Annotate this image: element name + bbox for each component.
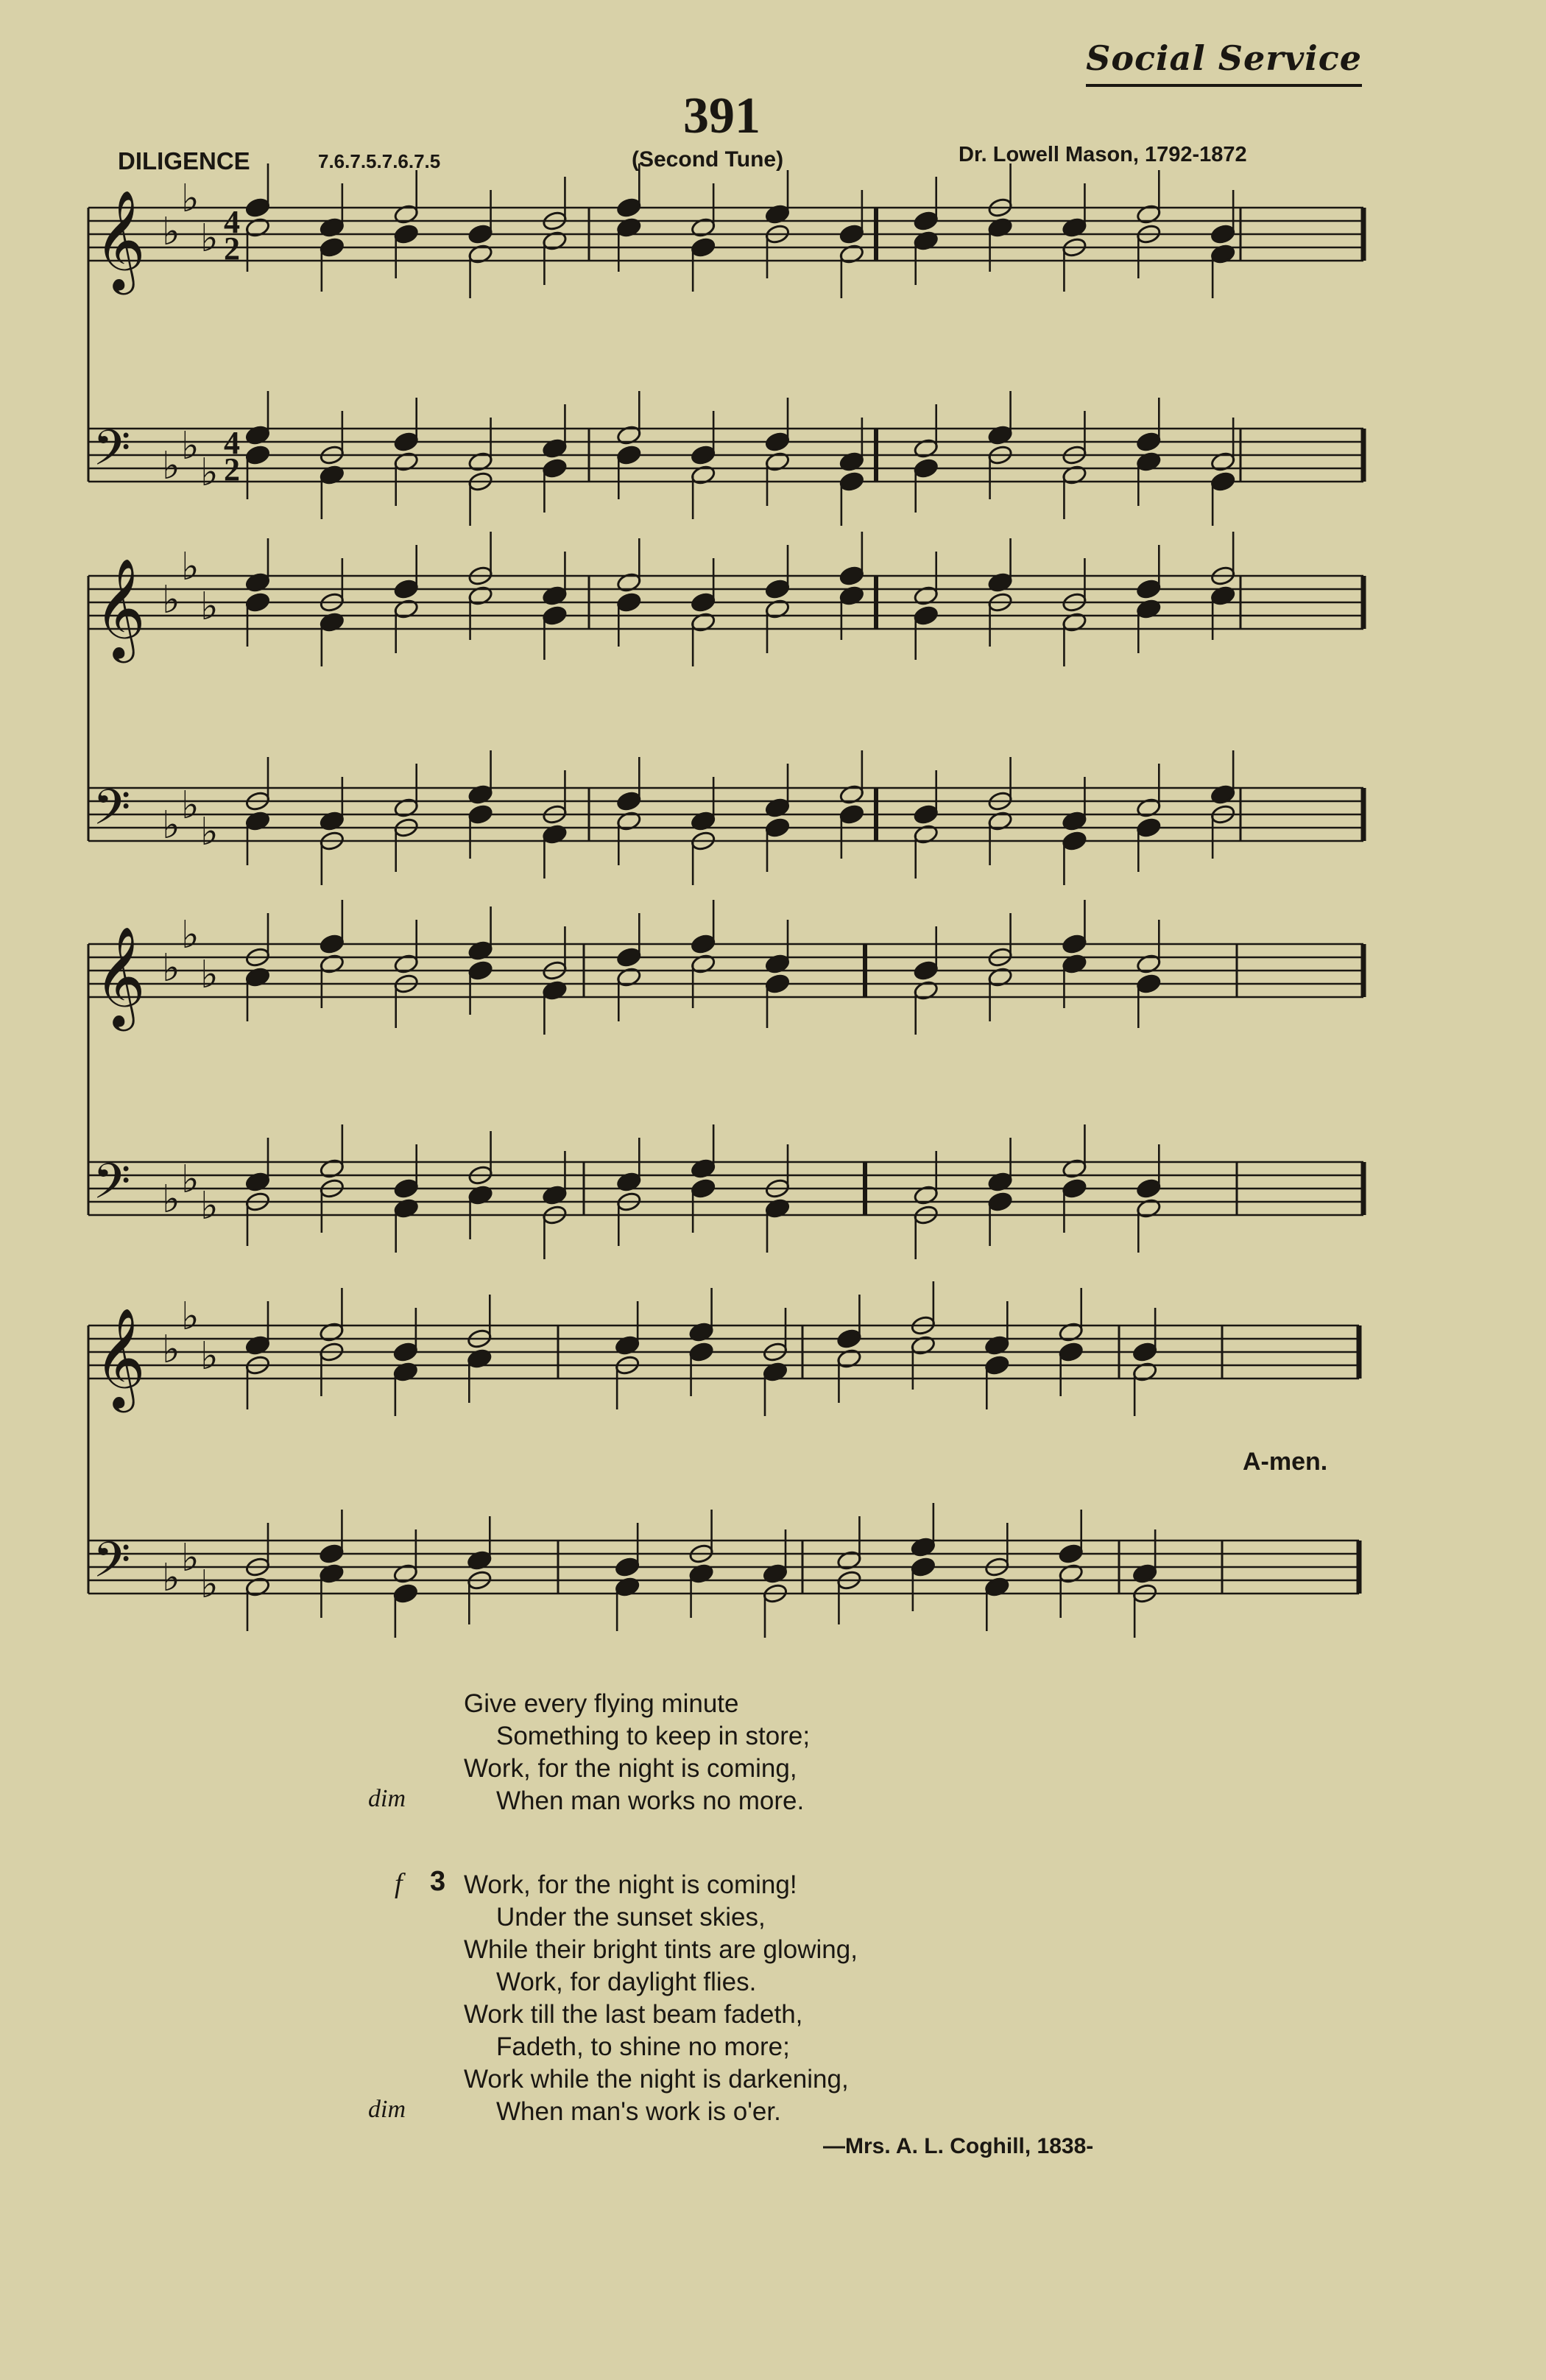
- note-head: [1058, 1341, 1084, 1362]
- note-head: [691, 933, 716, 954]
- section-title: Social Service: [1086, 38, 1362, 87]
- note-head: [839, 223, 864, 244]
- flat-sign: ♭: [162, 803, 180, 848]
- flat-sign: ♭: [162, 210, 180, 254]
- flat-sign: ♭: [162, 1556, 180, 1600]
- dynamic-mark: f: [395, 1868, 403, 1899]
- flat-sign: ♭: [162, 946, 180, 990]
- note-head: [393, 431, 419, 452]
- time-signature-top: 4: [224, 204, 240, 240]
- note-head: [244, 197, 270, 218]
- dim-mark: dim: [368, 1785, 406, 1812]
- note-head: [616, 591, 642, 613]
- note-head: [542, 457, 568, 479]
- flat-sign: ♭: [162, 444, 180, 488]
- note-head: [913, 605, 939, 626]
- time-signature-top: 4: [224, 425, 240, 461]
- flat-sign: ♭: [200, 585, 219, 629]
- note-head: [1136, 431, 1162, 452]
- treble-clef: 𝄞: [94, 557, 146, 658]
- note-head: [836, 1328, 862, 1349]
- flat-sign: ♭: [181, 913, 200, 957]
- note-head: [319, 1543, 345, 1564]
- note-head: [244, 591, 270, 613]
- note-head: [910, 1556, 936, 1577]
- tune-note: (Second Tune): [632, 147, 784, 172]
- flat-sign: ♭: [200, 1184, 219, 1228]
- meter: 7.6.7.5.7.6.7.5: [318, 150, 441, 172]
- note-head: [1136, 1177, 1162, 1199]
- time-signature-bottom: 2: [224, 451, 240, 487]
- note-head: [1136, 817, 1162, 838]
- note-head: [1062, 830, 1087, 851]
- bass-clef: 𝄢: [93, 1153, 131, 1222]
- note-head: [764, 578, 790, 599]
- note-head: [467, 223, 493, 244]
- amen-label: A-men.: [1243, 1448, 1328, 1476]
- note-head: [691, 444, 716, 465]
- stanza-line: Give every flying minute: [464, 1689, 739, 1718]
- note-head: [1062, 933, 1087, 954]
- note-head: [392, 1341, 418, 1362]
- stanza-line: When man's work is o'er.: [496, 2097, 781, 2126]
- note-head: [1136, 973, 1162, 994]
- note-head: [839, 565, 864, 586]
- flat-sign: ♭: [162, 1177, 180, 1222]
- note-head: [244, 444, 270, 465]
- treble-clef: 𝄞: [94, 925, 146, 1027]
- treble-clef: 𝄞: [94, 189, 146, 290]
- flat-sign: ♭: [162, 1328, 180, 1372]
- note-head: [467, 960, 493, 981]
- note-head: [1136, 578, 1162, 599]
- flat-sign: ♭: [181, 784, 200, 828]
- note-head: [1062, 1177, 1087, 1199]
- flat-sign: ♭: [200, 1563, 219, 1607]
- note-head: [616, 790, 642, 811]
- bass-clef: 𝄢: [93, 420, 131, 488]
- dim-mark: dim: [368, 2096, 406, 2123]
- note-head: [764, 817, 790, 838]
- flat-sign: ♭: [181, 545, 200, 589]
- stanza-line: Work, for daylight flies.: [496, 1968, 757, 1996]
- note-head: [392, 1582, 418, 1604]
- treble-clef: 𝄞: [94, 1306, 146, 1408]
- note-head: [1210, 223, 1236, 244]
- note-head: [764, 431, 790, 452]
- note-head: [1210, 471, 1236, 492]
- note-head: [616, 946, 642, 968]
- note-head: [691, 236, 716, 258]
- note-head: [913, 457, 939, 479]
- flat-sign: ♭: [181, 177, 200, 221]
- note-head: [393, 1177, 419, 1199]
- note-head: [615, 1556, 640, 1577]
- note-head: [691, 1177, 716, 1199]
- flat-sign: ♭: [200, 1334, 219, 1379]
- note-head: [987, 1191, 1013, 1212]
- note-head: [467, 803, 493, 825]
- flat-sign: ♭: [181, 1295, 200, 1339]
- note-head: [1132, 1341, 1158, 1362]
- attribution: —Mrs. A. L. Coghill, 1838-: [823, 2134, 1094, 2158]
- note-head: [984, 1354, 1010, 1376]
- note-head: [913, 210, 939, 231]
- note-head: [616, 444, 642, 465]
- stanza-3: [464, 1869, 858, 2128]
- composer: Dr. Lowell Mason, 1792-1872: [959, 143, 1247, 166]
- stanza-line: When man works no more.: [496, 1786, 805, 1815]
- flat-sign: ♭: [162, 578, 180, 622]
- stanza-end: [464, 1688, 810, 1817]
- note-head: [691, 591, 716, 613]
- stanza-line: Something to keep in store;: [496, 1722, 811, 1750]
- note-head: [393, 223, 419, 244]
- stanza-number: 3: [430, 1866, 446, 1897]
- note-head: [764, 973, 790, 994]
- note-head: [393, 578, 419, 599]
- note-head: [616, 197, 642, 218]
- stanza-line: Fadeth, to shine no more;: [496, 2032, 790, 2061]
- flat-sign: ♭: [200, 451, 219, 495]
- stanza-line: Work while the night is darkening,: [464, 2065, 849, 2094]
- note-head: [913, 803, 939, 825]
- flat-sign: ♭: [200, 216, 219, 261]
- flat-sign: ♭: [181, 424, 200, 468]
- note-head: [542, 605, 568, 626]
- note-head: [319, 933, 345, 954]
- stanza-line: While their bright tints are glowing,: [464, 1935, 858, 1964]
- hymn-number: 391: [683, 88, 760, 144]
- stanza-line: Under the sunset skies,: [496, 1903, 766, 1932]
- note-head: [688, 1341, 714, 1362]
- note-head: [319, 236, 345, 258]
- tune-name: DILIGENCE: [118, 147, 250, 175]
- bass-clef: 𝄢: [93, 779, 131, 848]
- flat-sign: ♭: [181, 1536, 200, 1580]
- stanza-line: Work, for the night is coming,: [464, 1754, 797, 1783]
- stanza-line: Work, for the night is coming!: [464, 1870, 797, 1899]
- time-signature-bottom: 2: [224, 230, 240, 267]
- flat-sign: ♭: [200, 810, 219, 854]
- stanza-line: Work till the last beam fadeth,: [464, 2000, 803, 2029]
- bass-clef: 𝄢: [93, 1532, 131, 1600]
- note-head: [839, 471, 864, 492]
- note-head: [839, 803, 864, 825]
- flat-sign: ♭: [181, 1158, 200, 1202]
- note-head: [913, 960, 939, 981]
- flat-sign: ♭: [200, 953, 219, 997]
- note-head: [1058, 1543, 1084, 1564]
